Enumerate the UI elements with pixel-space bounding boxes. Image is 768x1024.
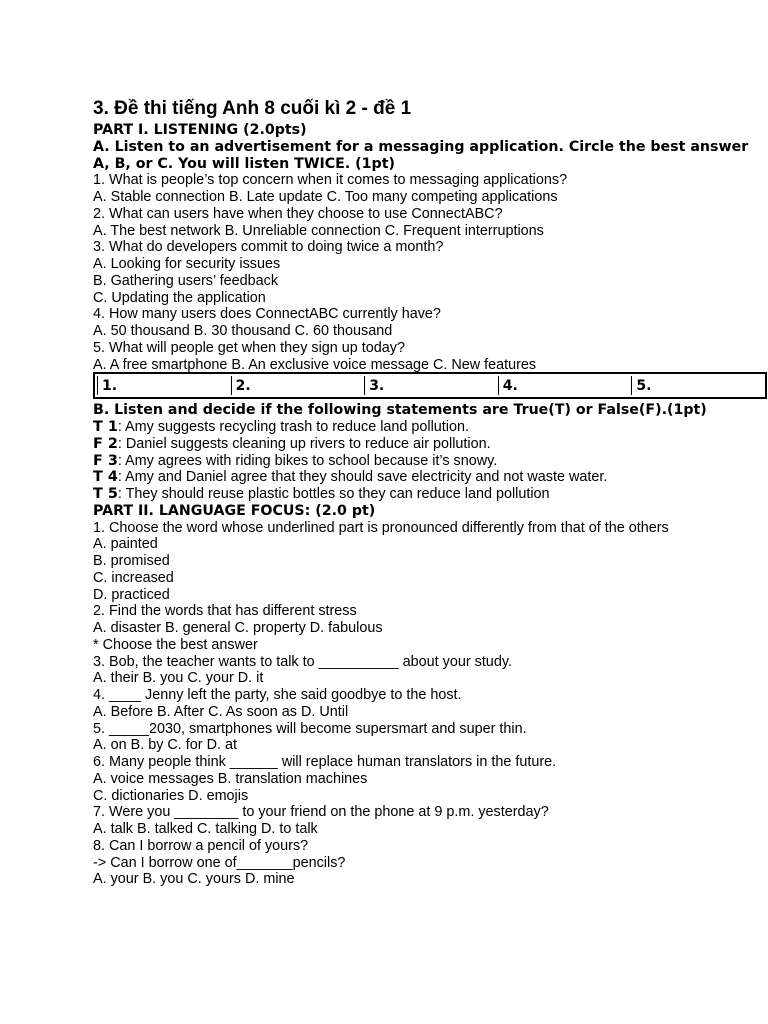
tf-mark: T 5 [93,486,118,502]
answer-line: A. The best network B. Unreliable connection C. Frequent interruptions [93,222,544,239]
tf-item [93,419,753,436]
tf-text: : Amy and Daniel agree that they should save electricity and not waste water. [117,469,608,486]
question-line: 4. How many users does ConnectABC currently have? [93,306,441,323]
question-line: 3. Bob, the teacher wants to talk to __________ about your study. [93,653,512,670]
tf-item [93,436,753,453]
section-a-heading: A. Listen to an advertisement for a messaging application. Circle the best answer A, B, or C. You will listen TWICE. (1pt) [93,138,749,172]
tf-item [93,486,753,503]
answer-line: C. dictionaries D. emojis [93,787,249,804]
question-line: 2. What can users have when they choose to use ConnectABC? [93,205,503,222]
question-line: 1. What is people’s top concern when it comes to messaging applications? [93,172,568,189]
question-line: 8. Can I borrow a pencil of yours? [93,837,309,854]
tf-text: : They should reuse plastic bottles so they can reduce land pollution [117,486,550,502]
question-line: 5. What will people get when they sign up today? [93,339,405,356]
answer-line: A. on B. by C. for D. at [93,737,237,754]
answer-cell: 1. [97,376,231,395]
document-title: 3. Đề thi tiếng Anh 8 cuối kì 2 - đề 1 [93,98,412,119]
answer-cell: 3. [364,376,498,395]
answer-line: A. talk B. talked C. talking D. to talk [93,821,318,837]
question-line: 4. ____ Jenny left the party, she said goodbye to the host. [93,687,462,703]
answer-line: A. painted [93,536,158,553]
question-line: -> Can I borrow one of_______pencils? [93,854,346,871]
part2-question-list [93,520,753,889]
part1-heading: PART I. LISTENING (2.0pts) [93,122,307,138]
tf-item [93,453,753,470]
answer-line: A. 50 thousand B. 30 thousand C. 60 thousand [93,323,393,339]
tf-item [93,469,753,486]
question-line: 5. _____2030, smartphones will become supersmart and super thin. [93,720,527,737]
instruction-line: * Choose the best answer [93,636,258,653]
answer-line: A. voice messages B. translation machines [93,770,368,787]
part1-question-list [93,172,753,373]
tf-text: : Amy agrees with riding bikes to school because it’s snowy. [117,452,498,469]
answer-line: A. Before B. After C. As soon as D. Until [93,703,349,720]
question-line: 2. Find the words that has different stress [93,603,357,620]
question-line: 6. Many people think ______ will replace human translators in the future. [93,754,557,770]
question-line: 7. Were you ________ to your friend on the phone at 9 p.m. yesterday? [93,804,549,821]
tf-mark: T 4 [93,469,118,486]
answer-line: A. Looking for security issues [93,256,281,272]
answer-line: A. Stable connection B. Late update C. Too many competing applications [93,189,558,205]
section-b-heading: B. Listen and decide if the following statements are True(T) or False(F).(1pt) [93,402,707,419]
answer-line: A. disaster B. general C. property D. fabulous [93,620,383,636]
document-page [93,96,753,888]
answer-table [93,372,767,399]
question-line: 3. What do developers commit to doing twice a month? [93,239,444,256]
true-false-list [93,419,753,503]
part2-heading: PART II. LANGUAGE FOCUS: (2.0 pt) [93,502,376,519]
answer-line: B. promised [93,553,170,569]
answer-line: A. your B. you C. yours D. mine [93,871,295,888]
answer-cell: 5. [631,376,765,395]
answer-line: C. increased [93,569,174,586]
answer-line: C. Updating the application [93,289,266,306]
answer-line: A. A free smartphone B. An exclusive voice message C. New features [93,356,537,373]
tf-mark: T 1 [93,419,118,435]
answer-line: A. their B. you C. your D. it [93,670,264,687]
answer-line: D. practiced [93,586,170,603]
tf-text: : Amy suggests recycling trash to reduce land pollution. [117,419,470,435]
tf-text: : Daniel suggests cleaning up rivers to reduce air pollution. [117,435,491,452]
tf-mark: F 3 [93,452,118,469]
question-line: 1. Choose the word whose underlined part is pronounced differently from that of the others [93,519,669,536]
answer-cell: 2. [231,376,365,395]
answer-cell: 4. [498,376,632,395]
answer-line: B. Gathering users’ feedback [93,272,279,289]
tf-mark: F 2 [93,435,118,452]
